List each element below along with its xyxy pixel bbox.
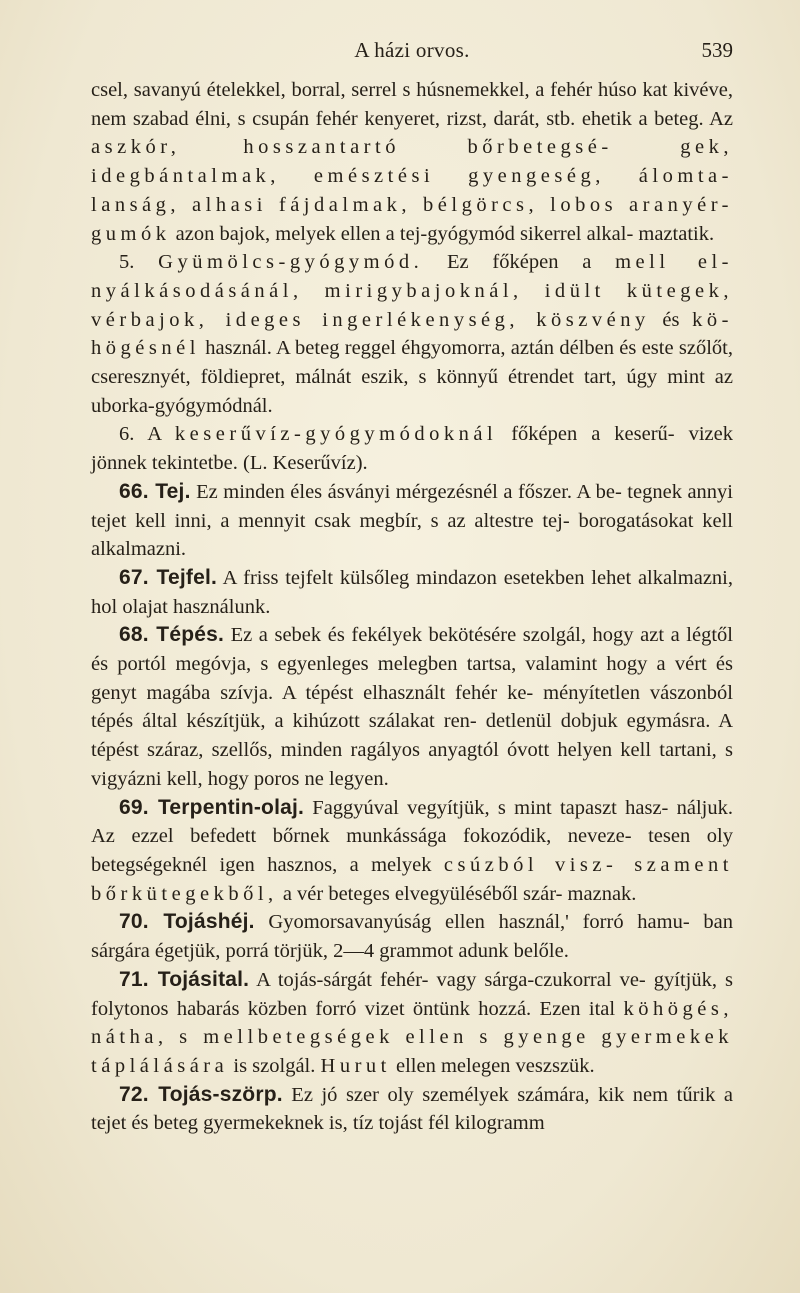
paragraph-bitter-water: 6. A keserűvíz-gyógymódoknál főképen a keserű- vizek jönnek tekintetbe. (L. Keserűvíz). [91,423,733,475]
page-number: 539 [701,38,733,62]
entry-heading: 71. Tojásital. [119,967,250,991]
entry-heading: 66. Tej. [119,479,191,503]
entry-71-egg-drink: 71. Tojásital. A tojás-sárgát fehér- vagy sárga-czukorral ve- gyítjük, s folytonos habarás közben forró vizet öntünk hozzá. Ezen ital köhögés, nátha, s mellbetegségek ellen s gyenge gyermekek táplálására is szolgál. Hurut ellen melegen veszszük. [91,967,734,1077]
paragraph-fruit-cure: 5. Gyümölcs-gyógymód. Ez főképen a mell el- nyálkásodásánál, mirigybajoknál, idült kütegek, vérbajok, ideges ingerlékenység, köszvény és kö- högésnél használ. A beteg reggel éhgyomorra, aztán délben és este szőlőt, cseresznyét, földiepret, málnát eszik, s könnyű étrendet tart, úgy mint az uborka-gyógymódnál. [91,251,734,417]
entry-heading: 67. Tejfel. [119,565,218,589]
header-title: A házi orvos. [354,38,470,62]
entry-72-egg-syrup: 72. Tojás-szörp. Ez jó szer oly személyek számára, kik nem tűrik a tejet és beteg gyermekeknek is, tíz tojást fél kilogramm [91,1082,733,1135]
entry-heading: 70. Tojáshéj. [119,910,255,934]
paragraph-diet-list: csel, savanyú ételekkel, borral, serrel s húsnemekkel, a fehér húso kat kivéve, nem szabad élni, s csupán fehér kenyeret, rizst, darát, stb. ehetik a beteg. Az aszkór, hosszantartó bőrbetegsé- gek, idegbántalmak, emésztési gyengeség, álomta- lanság, alhasi fájdalmak, bélgörcs, lobos aranyér- gumók azon bajok, melyek ellen a tej-gyógymód sikerrel alkal- maztatik. [91,79,733,245]
entry-68-lint: 68. Tépés. Ez a sebek és fekélyek bekötésére szolgál, hogy azt a légtől és portól megóvja, s egyenleges melegben tartsa, valamint hogy a vért és genyt magába szívja. A tépést elhasznált fehér ke- ményítetlen vászonból tépés által készítjük, a kihúzott szálakat ren- detlenül dobjuk egymásra. A tépést száraz, szellős, minden ragályos anyagtól óvott helyen kell tartani, s vigyázni kell, hogy poros ne legyen. [91,623,733,790]
running-header [91,36,733,64]
entry-heading: 72. Tojás-szörp. [119,1082,283,1106]
body-text [91,76,733,1138]
entry-heading: 68. Tépés. [119,623,225,647]
entry-69-turpentine: 69. Terpentin-olaj. Faggyúval vegyítjük, s mint tapaszt hasz- náljuk. Az ezzel befedett bőrnek munkássága fokozódik, neveze- tesen oly betegségeknél igen hasznos, a melyek csúzból visz- szament bőrkütegekből, a vér beteges elvegyüléséből szár- maznak. [91,795,733,905]
entry-70-eggshell: 70. Tojáshéj. Gyomorsavanyúság ellen használ,' forró hamu- ban sárgára égetjük, porrá törjük, 2—4 grammot adunk belőle. [91,910,734,963]
entry-heading: 69. Terpentin-olaj. [119,795,305,819]
entry-67-sour-cream: 67. Tejfel. A friss tejfelt külsőleg mindazon esetekben lehet alkalmazni, hol olajat használunk. [91,565,733,618]
entry-66-milk: 66. Tej. Ez minden éles ásványi mérgezésnél a főszer. A be- tegnek annyi tejet kell inni, a mennyit csak megbír, s az altestre tej- borogatásokat kell alkalmazni. [91,479,734,561]
